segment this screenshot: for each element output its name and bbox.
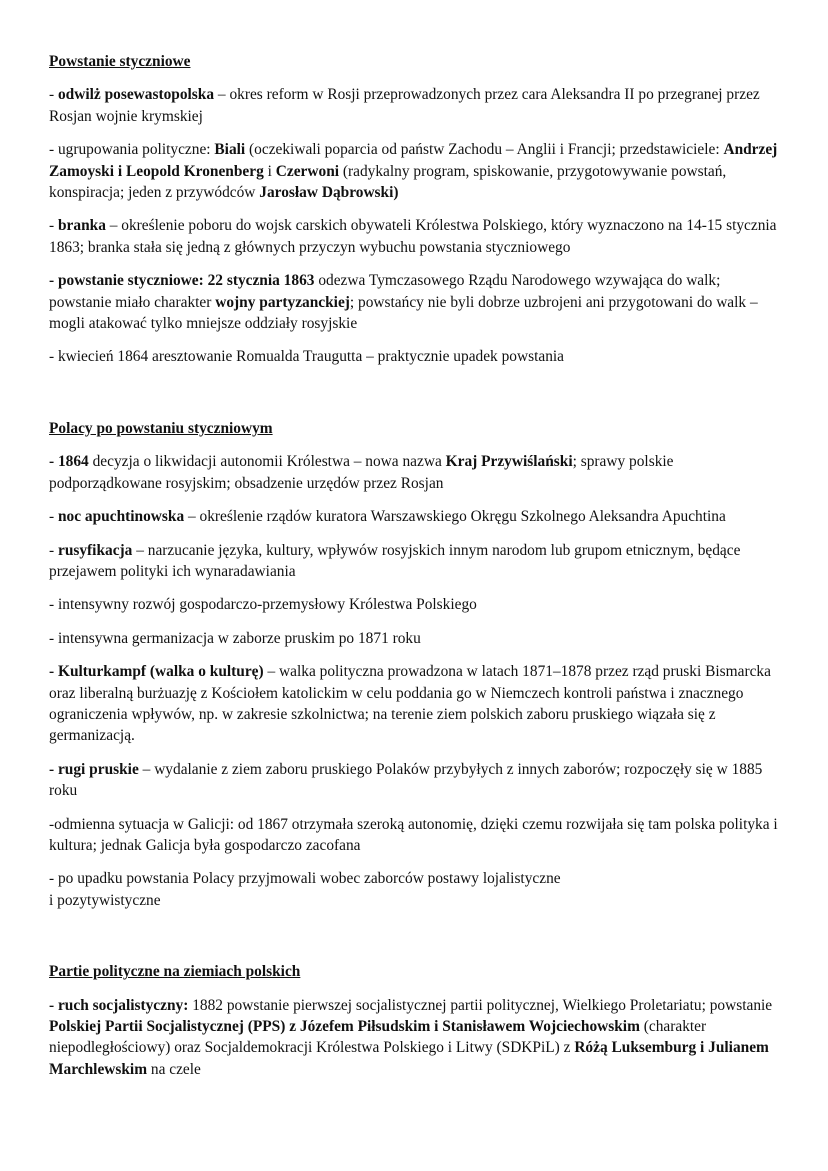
paragraph (49, 661, 784, 747)
text-run: - ugrupowania polityczne: (49, 141, 215, 159)
section-title: Partie polityczne na ziemiach polskich (49, 963, 301, 981)
bold-text: branka (57, 217, 106, 235)
paragraph (49, 540, 784, 583)
text-run: – okres reform w Rosji przeprowadzonych przez cara Aleksandra II po przegranej przez Rosjan wojnie krymskiej (49, 86, 760, 125)
bold-text: - Kulturkampf (walka o kulturę) (49, 663, 264, 681)
text-run: - po upadku powstania Polacy przyjmowali wobec zaborców postawy lojalistyczne (49, 870, 561, 888)
text-run: odezwa Tymczasowego Rządu Narodowego wzywająca do walk; powstanie miało charakter (49, 272, 721, 311)
bold-text: Różą Luksemburg i Julianem Marchlewskim (49, 1039, 769, 1078)
text-run: – określenie poboru do wojsk carskich obywateli Królestwa Polskiego, który wyznaczono na 14-15 stycznia 1863; branka stała się jedną z głównych przyczyn wybuchu powstania styczniowego (49, 217, 777, 256)
paragraph (49, 215, 784, 258)
text-run: – walka polityczna prowadzona w latach 1871–1878 przez rząd pruski Bismarcka oraz liberalną burżuazję z Kościołem katolickim w celu poddania go w Niemczech kontroli państwa i znacznego ograniczenia wpływów, np. w zakresie szkolnictwa; na terenie ziem polskich zaboru pruskiego wiązała się z germanizacją. (49, 663, 771, 745)
bold-text: Andrzej Zamoyski i Leopold Kronenberg (49, 141, 778, 180)
bold-text: Kraj Przywiślański (445, 453, 573, 471)
bold-text: - rugi pruskie (49, 760, 139, 778)
text-run: i (263, 162, 276, 180)
text-run: (oczekiwali poparcia od państw Zachodu – Anglii i Francji; przedstawiciele: (245, 141, 724, 159)
text-run: i pozytywistyczne (49, 891, 161, 909)
bold-text: Jarosław Dąbrowski) (259, 184, 399, 202)
paragraph (49, 868, 784, 911)
bold-text: Polskiej Partii Socjalistycznej (PPS) z Józefem Piłsudskim i Stanisławem Wojciechowskim (49, 1018, 640, 1035)
paragraph (49, 759, 784, 802)
paragraph (49, 628, 784, 649)
paragraph (49, 451, 784, 494)
bold-text: - ruch socjalistyczny: (49, 996, 189, 1014)
bold-text: Czerwoni (275, 162, 340, 180)
section-title: Powstanie styczniowe (49, 53, 191, 70)
text-run: (radykalny program, spiskowanie, przygotowywanie powstań, konspiracja; jeden z przywódców (49, 162, 727, 202)
paragraph (49, 139, 784, 203)
text-run: - intensywny rozwój gospodarczo-przemysłowy Królestwa Polskiego (49, 596, 477, 614)
paragraph (49, 995, 784, 1081)
text-run: -odmienna sytuacja w Galicji: od 1867 otrzymała szeroką autonomię, dzięki czemu rozwijała się tam polska polityka i kultura; jednak Galicja była gospodarczo zacofana (49, 815, 778, 854)
text-run: - kwiecień 1864 aresztowanie Romualda Traugutta – praktycznie upadek powstania (49, 348, 565, 366)
section-title: Polacy po powstaniu styczniowym (49, 419, 273, 437)
text-run: 1882 powstanie pierwszej socjalistycznej partii politycznej, Wielkiego Proletariatu; powstanie (188, 996, 773, 1014)
paragraph (49, 346, 784, 367)
text-run: na czele (147, 1060, 201, 1078)
bold-text: Biali (214, 141, 246, 159)
bold-text: - 1864 (49, 453, 89, 471)
paragraph (49, 594, 784, 615)
document-content (49, 51, 784, 1080)
paragraph (49, 506, 784, 527)
text-run: - (49, 86, 58, 104)
text-run: (charakter niepodległościowy) oraz Socjaldemokracji Królestwa Polskiego i Litwy (SDKPiL) z (49, 1018, 707, 1057)
text-run: ; powstańcy nie byli dobrze uzbrojeni ani przygotowani do walk – mogli atakować tylko mniejsze oddziały rosyjskie (49, 293, 758, 333)
bold-text: odwilż posewastopolska (57, 86, 215, 104)
bold-text: rusyfikacja (57, 541, 133, 559)
section-powstanie-styczniowe (49, 51, 784, 368)
bold-text: noc apuchtinowska (57, 508, 185, 526)
paragraph (49, 814, 784, 857)
text-run: - intensywna germanizacja w zaborze pruskim po 1871 roku (49, 629, 421, 647)
bold-text: wojny partyzanckiej (215, 293, 350, 311)
bold-text: - powstanie styczniowe: 22 stycznia 1863 (49, 272, 315, 290)
text-run: ; sprawy polskie podporządkowane rosyjskim; obsadzenie urzędów przez Rosjan (49, 453, 674, 492)
text-run: - (49, 508, 58, 526)
paragraph (49, 84, 784, 127)
text-run: decyzja o likwidacji autonomii Królestwa – nowa nazwa (88, 453, 446, 471)
paragraph (49, 270, 784, 334)
section-polacy-po-powstaniu (49, 418, 784, 911)
section-partie-polityczne (49, 961, 784, 1080)
text-run: – narzucanie języka, kultury, wpływów rosyjskich innym narodom lub grupom etnicznym, będące przejawem polityki ich wynaradawiania (49, 541, 741, 580)
text-run: - (49, 541, 58, 559)
text-run: – określenie rządów kuratora Warszawskiego Okręgu Szkolnego Aleksandra Apuchtina (184, 508, 726, 526)
text-run: – wydalanie z ziem zaboru pruskiego Polaków przybyłych z innych zaborów; rozpoczęły się w 1885 roku (49, 760, 763, 800)
text-run: - (49, 217, 58, 235)
